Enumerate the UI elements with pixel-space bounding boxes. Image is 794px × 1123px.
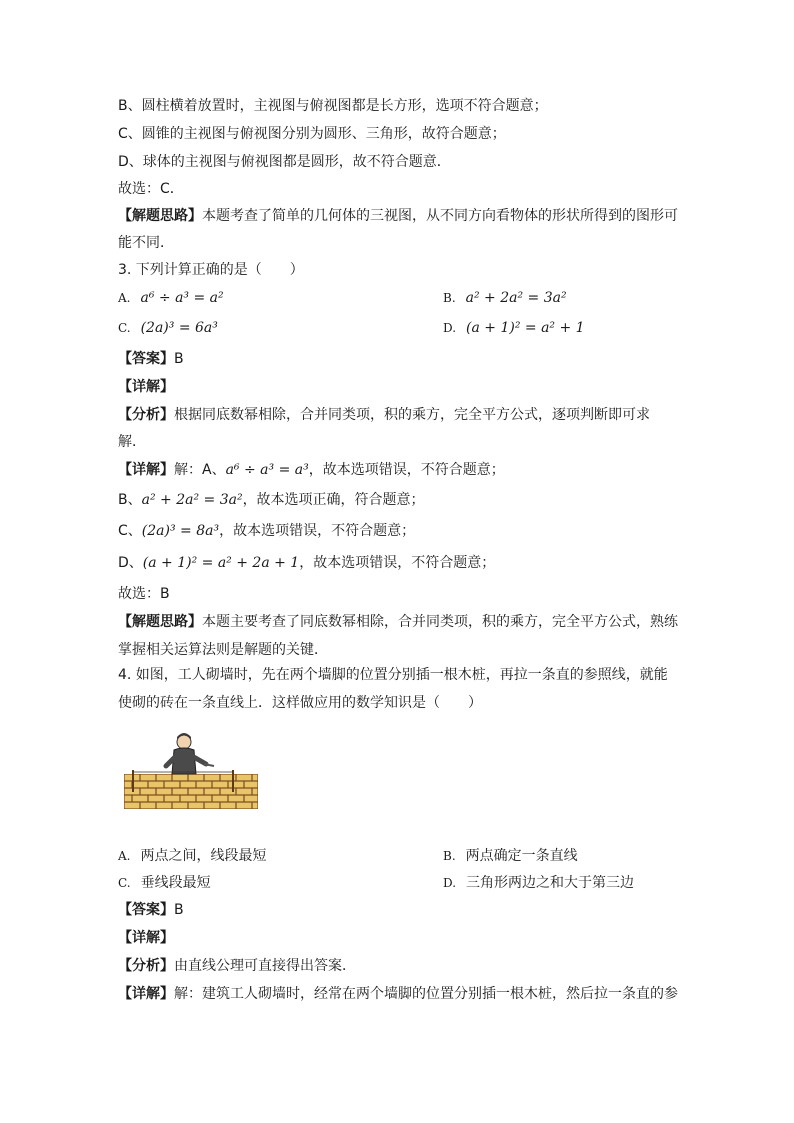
brick xyxy=(181,796,196,802)
q3-choice: 故选：B xyxy=(118,586,170,602)
q3-detail-d: D、(a + 1)² = a² + 2a + 1，故本选项错误，不符合题意； xyxy=(118,555,496,571)
section-tag: 【解题思路】 xyxy=(118,208,202,224)
brick xyxy=(197,796,212,802)
brick xyxy=(189,789,204,795)
q4-detail: 【详解】解：建筑工人砌墙时，经常在两个墙脚的位置分别插一根木桩，然后拉一条直的参 xyxy=(118,986,678,1002)
q4-option-a: A. 两点之间，线段最短 xyxy=(118,848,267,864)
brick xyxy=(133,796,148,802)
q3-analysis-cont: 解． xyxy=(118,434,146,450)
question-3-stem: 3. 下列计算正确的是（ ） xyxy=(118,262,304,278)
brick xyxy=(141,789,156,795)
q4-option-b: B. 两点确定一条直线 xyxy=(443,848,578,864)
brick xyxy=(141,775,156,781)
brick xyxy=(165,782,180,788)
q3-option-a: A. a⁶ ÷ a³ = a² xyxy=(118,290,224,306)
brick xyxy=(237,789,252,795)
brick xyxy=(189,775,204,781)
text-line: B、圆柱横着放置时，主视图与俯视图都是长方形，选项不符合题意； xyxy=(118,98,548,114)
brick xyxy=(141,803,156,809)
question-4-stem: 4. 如图，工人砌墙时，先在两个墙脚的位置分别插一根木桩，再拉一条直的参照线，就能 xyxy=(118,667,668,683)
text-line: 能不同． xyxy=(118,235,174,251)
brick xyxy=(125,803,140,809)
brick xyxy=(149,782,164,788)
brick xyxy=(165,796,180,802)
brick xyxy=(205,775,220,781)
q3-detail-b: B、a² + 2a² = 3a²，故本选项正确，符合题意； xyxy=(118,492,425,508)
brick xyxy=(237,803,252,809)
text-line: 故选：C． xyxy=(118,181,184,197)
q3-option-c: C. (2a)³ = 6a³ xyxy=(118,320,218,336)
q3-tip: 【解题思路】本题主要考查了同底数幂相除，合并同类项，积的乘方，完全平方公式，熟练 xyxy=(118,614,678,630)
brick xyxy=(157,803,172,809)
brick xyxy=(157,775,172,781)
brick xyxy=(229,782,244,788)
brick xyxy=(149,796,164,802)
brick xyxy=(133,782,148,788)
stake-right xyxy=(232,770,234,792)
q4-analysis: 【分析】由直线公理可直接得出答案． xyxy=(118,958,356,974)
brick xyxy=(181,782,196,788)
q4-answer: 【答案】B xyxy=(118,902,184,918)
q3-detail-c: C、(2a)³ = 8a³，故本选项错误，不符合题意； xyxy=(118,523,416,539)
brick xyxy=(245,782,258,788)
brick xyxy=(157,789,172,795)
text-line: C、圆锥的主视图与俯视图分别为圆形、三角形，故符合题意； xyxy=(118,126,506,142)
q3-answer: 【答案】B xyxy=(118,351,184,367)
brick xyxy=(189,803,204,809)
brick xyxy=(213,782,228,788)
q3-option-b: B. a² + 2a² = 3a² xyxy=(443,290,567,306)
brick xyxy=(253,775,258,781)
brick-wall xyxy=(124,774,258,809)
brick xyxy=(173,789,188,795)
worker-figure xyxy=(166,733,214,774)
stake-left xyxy=(132,770,134,792)
brick xyxy=(173,775,188,781)
brick xyxy=(229,796,244,802)
brick xyxy=(205,789,220,795)
q3-option-d: D. (a + 1)² = a² + 1 xyxy=(443,320,585,336)
bricklayer-illustration xyxy=(122,730,262,810)
text-line: D、球体的主视图与俯视图都是圆形，故不符合题意． xyxy=(118,154,451,170)
brick xyxy=(197,782,212,788)
brick xyxy=(237,775,252,781)
brick xyxy=(205,803,220,809)
q3-detail-heading: 【详解】 xyxy=(118,379,174,395)
brick xyxy=(245,796,258,802)
q4-option-c: C. 垂线段最短 xyxy=(118,875,211,891)
text-line: 【解题思路】本题考查了简单的几何体的三视图，从不同方向看物体的形状所得到的图形可 xyxy=(118,208,678,224)
q4-detail-heading: 【详解】 xyxy=(118,930,174,946)
brick xyxy=(125,782,132,788)
q3-tip-cont: 掌握相关运算法则是解题的关键． xyxy=(118,642,328,658)
q3-analysis: 【分析】根据同底数幂相除，合并同类项，积的乘方，完全平方公式，逐项判断即可求 xyxy=(118,407,650,423)
q3-detail-a: 【详解】解：A、a⁶ ÷ a³ = a³，故本选项错误，不符合题意； xyxy=(118,462,505,478)
brick xyxy=(253,789,258,795)
brick xyxy=(253,803,258,809)
q4-option-d: D. 三角形两边之和大于第三边 xyxy=(443,875,635,891)
question-4-stem-cont: 使砌的砖在一条直线上．这样做应用的数学知识是（ ） xyxy=(118,695,482,711)
brick xyxy=(125,796,132,802)
brick xyxy=(221,803,236,809)
brick xyxy=(173,803,188,809)
brick xyxy=(213,796,228,802)
